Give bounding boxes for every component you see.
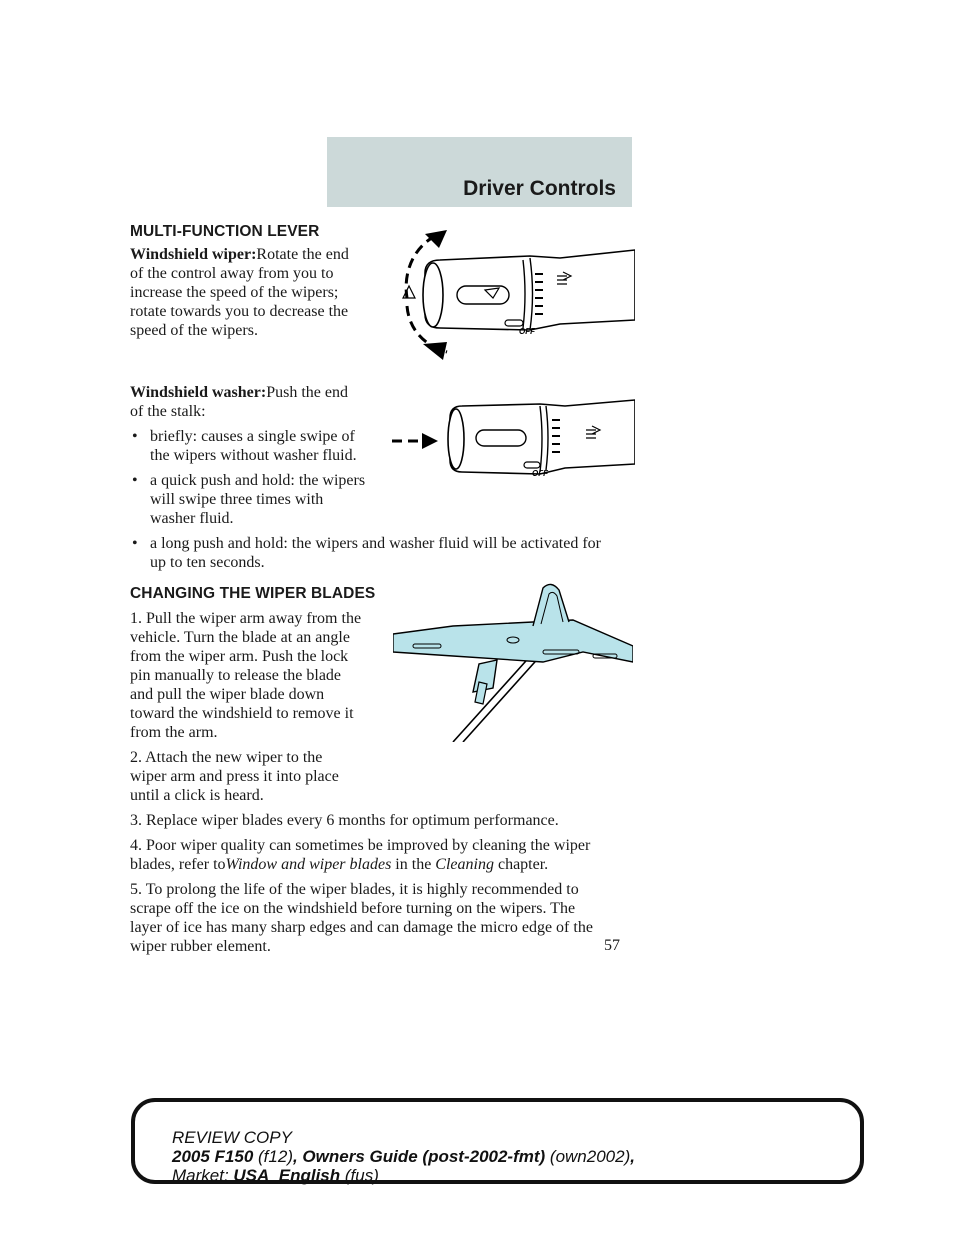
wiper-blade-illustration: [393, 582, 633, 742]
heading-changing-wiper-blades: CHANGING THE WIPER BLADES: [130, 585, 376, 602]
wiper-arm: [393, 620, 633, 662]
page-number: 57: [604, 937, 620, 954]
step-2: 2. Attach the new wiper to the wiper arm and press it into place until a click is heard.: [130, 749, 339, 804]
washer-label: Windshield washer:: [130, 384, 267, 401]
wiper-paragraph: Windshield wiper:Rotate the end of the control away from you to increase the speed of the wipers; rotate towards you to decrease the speed of the wipers.: [130, 246, 349, 339]
cross-ref-window-wiper-blades: Window and wiper blades: [225, 856, 392, 873]
step-3: 3. Replace wiper blades every 6 months for optimum performance.: [130, 812, 559, 829]
washer-paragraph: Windshield washer:Push the end of the stalk:: [130, 384, 348, 420]
wiper-label: Windshield wiper:: [130, 246, 257, 263]
wiper-rotation-illustration: [385, 228, 635, 360]
off-label-2: OFF: [532, 469, 548, 478]
heading-multi-function-lever: MULTI-FUNCTION LEVER: [130, 223, 320, 240]
arrow-head-down-icon: [423, 342, 447, 360]
step-4: 4. Poor wiper quality can sometimes be improved by cleaning the wiper blades, refer toWindow and wiper blades in the Cleaning chapter.: [130, 837, 591, 873]
review-copy-footer: [131, 1098, 864, 1184]
section-header: [327, 137, 632, 207]
cross-ref-cleaning: Cleaning: [435, 856, 494, 873]
footer-line-1: REVIEW COPY: [172, 1128, 292, 1147]
section-title: Driver Controls: [463, 177, 616, 200]
step-1: 1. Pull the wiper arm away from the vehicle. Turn the blade at an angle from the wiper arm. Push the lock pin manually to release the blade and pull the wiper blade down toward the windshield to remove it from the arm.: [130, 610, 362, 741]
washer-push-illustration: [390, 398, 635, 480]
washer-bullet-1: • briefly: causes a single swipe of the wipers without washer fluid.: [132, 428, 357, 464]
footer-line-2: 2005 F150 (f12), Owners Guide (post-2002-fmt) (own2002),: [172, 1147, 635, 1166]
step-5: 5. To prolong the life of the wiper blades, it is highly recommended to scrape off the ice on the windshield before turning on the wipers. The layer of ice has many sharp edges and can damage the micro edge of the wiper rubber element.: [130, 881, 593, 955]
washer-bullet-3: • a long push and hold: the wipers and washer fluid will be activated for up to ten seconds.: [132, 535, 601, 571]
washer-bullet-2: • a quick push and hold: the wipers will swipe three times with washer fluid.: [132, 472, 366, 527]
footer-line-3: Market: USA_English (fus): [172, 1166, 379, 1185]
arrow-head-right-icon: [422, 433, 438, 449]
wiper-blade-hook: [533, 584, 569, 626]
off-label: OFF: [519, 327, 535, 336]
